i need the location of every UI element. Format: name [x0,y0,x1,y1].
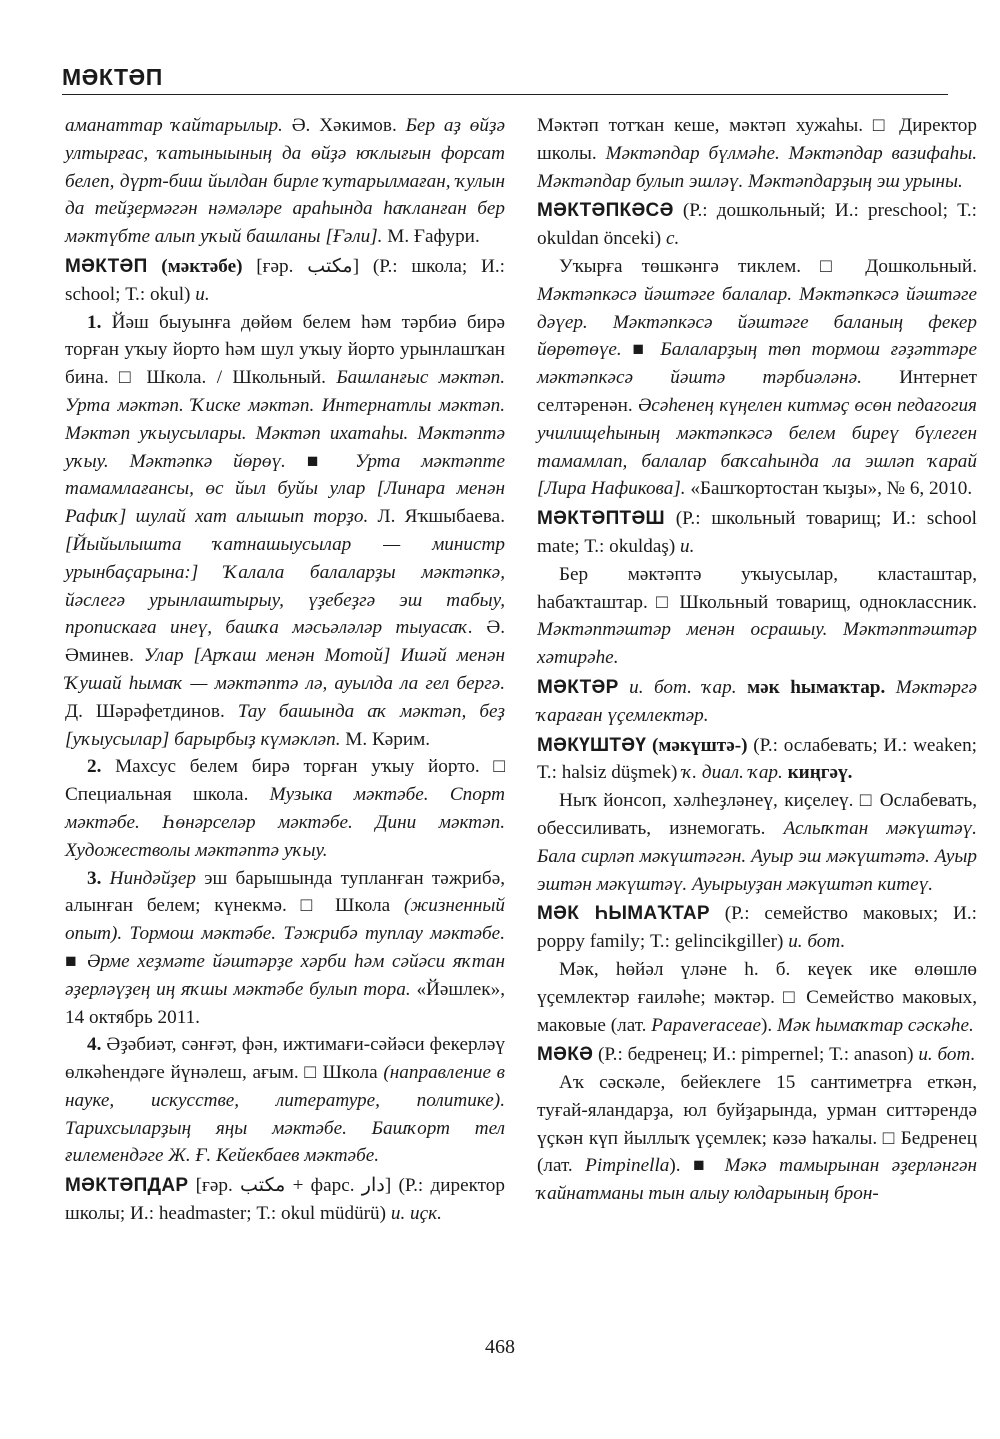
entry-mektepkese-headword [537,197,977,253]
text-run: [ғәр. مكتب + фарс. دار] (Р.: директор школы; И.: headmaster; Т.: okul müdürü) [65,1175,505,1225]
entry-mektepkese-definition [537,253,977,503]
entry-continuation-quote [65,112,505,251]
italic-run: Мәк һымаҡтар сәскәһе. [777,1014,974,1036]
headword: МӘКТӘПДАР [65,1175,189,1197]
text-run: Л. Яҡшыбаева. [368,506,505,528]
text-run: (Р.: бедренец; И.: pimpernel; Т.: anason) [593,1044,919,1066]
text-run: [ғәр. مكتب] (Р.: школа; И.: school; Т.: okul) [65,255,505,305]
bold-run: (мәктәбе) [147,255,243,277]
headword: МӘКӘ [537,1044,594,1066]
entry-mekteptesh-headword [537,505,977,561]
bold-run: 3. [87,867,102,889]
headword: МӘКҮШТӘҮ [537,734,647,756]
sense-4 [65,1031,505,1170]
text-run: Ныҡ йонсоп, хәлһеҙләнеү, киҫелеү. □ Ослабевать, обессиливать, изнемогать. [537,790,977,839]
italic-run: ҡ. диал. ҡар. [682,762,783,784]
entry-mekter [537,674,977,730]
sense-3 [65,865,505,1032]
italic-run: и. бот. [918,1044,976,1066]
italic-run: Әрме хеҙмәте йәштәрҙе хәрби һәм сәйәси яҡтан әҙерләүҙең иң яҡшы мәктәбе булып тора. [65,950,506,1000]
sense-1 [65,309,505,754]
text-run: Д. Шәрәфетдинов. [65,700,238,722]
text-run: ■ [65,950,87,972]
italic-run: Тау башында аҡ мәктәп, беҙ [уҡыусылар] барырбыҙ күмәкләп. [65,700,505,750]
text-run: (Р.: дошкольный; И.: preschool; Т.: okuldan önceki) [537,200,977,250]
text-run: ■ [621,339,661,361]
bold-run: мәк һымаҡтар. [736,676,886,698]
text-run: Мәктәп тотҡан кеше, мәктәп хужаһы. □ Директор школы. [537,115,977,164]
italic-run: с. [665,228,680,250]
entry-mektep-headword [65,253,505,309]
bold-run: 1. [87,311,102,333]
italic-run: Башланғыс мәктәп. Урта мәктәп. Ҡиске мәктәп. Интернатлы мәктәп. Мәктәп уҡыусылары. Мәктәп ихатаһы. Мәктәптә уҡыу. Мәктәпкә йөрөү. [65,367,506,472]
headword: МӘКТӘР [537,676,619,698]
italic-run: Pimpinella [585,1155,670,1177]
text-run: Йәш быуынға дөйөм белем һәм тәрбиә бирә торған уҡыу йорто һәм шул уҡыу йорто урынлашҡан бина. □ Школа. / Школьный. [65,311,505,389]
italic-run: аманаттар ҡайтарылыр. [65,115,283,136]
italic-run: и. [195,283,210,305]
italic-run: Papaveraceae [651,1014,762,1036]
text-run: Аҡ сәскәле, бейеклеге 15 сантиметрға еткән, туғай-яландарҙа, юл буйҙарында, урман ситтәрендә үҫкән күп йыллыҡ үҫемлек; кәзә һаҡалы. □ Бедренец (лат. [537,1072,977,1177]
text-run: Әҙәбиәт, сәнғәт, фән, ижтимағи-сәйәси фекерләү өлкәһендәге йүнәлеш, ағым. □ Школа [65,1034,505,1084]
text-run: Махсус белем бирә торған уҡыу йорто. □ Специальная школа. [65,756,505,806]
italic-run: (жизненный опыт). Тормош мәктәбе. Тәжрибә туплау мәктәбе. [65,895,505,945]
text-run: Ә. Хәкимов. [282,115,406,136]
text-run: эш барышында тупланған тәжрибә, алынған белем; күнекмә. □ Школа [65,867,506,917]
text-run: Уҡырға төшкәнгә тиклем. □ Дошкольный. [559,255,977,277]
italic-run: Улар [Арҡаш менән Мотой] Ишәй менән Ҡушай һымаҡ — мәктәптә лә, ауылда ла гел бергә. [65,645,505,694]
italic-run: Мәктәптәштәр менән осрашыу. Мәктәптәштәр хәтирәһе. [537,619,977,669]
headword: МӘКТӘПТӘШ [537,508,665,530]
text-run: (Р.: семейство маковых; И.: poppy family; Т.: gelincikgiller) [537,903,977,953]
page-number: 468 [485,1336,515,1358]
bold-run: 4. [87,1034,102,1056]
bold-run: 2. [87,756,102,778]
text-run: М. Ғафури. [382,226,480,248]
entry-meke-headword [537,1041,977,1069]
text-run [101,868,109,889]
text-run: «Йәшлек», 14 октябрь 2011. [65,978,505,1028]
text-run: М. Кәрим. [340,728,431,750]
headword: МӘКТӘП [65,255,148,277]
header-rule [62,94,948,95]
running-head: МӘКТӘП [62,64,163,90]
text-run: Ә. Әминев. [65,617,505,667]
left-column [65,112,505,1228]
italic-run: и. иҫк. [390,1203,442,1225]
italic-run: Балаларҙың төп тормош ғәҙәттәре мәктәпкәсә йәштә тәрбиәләнә. [537,339,977,389]
italic-run: (направление в науке, искусстве, литературе, политике). Тарихсыларҙың яңы мәктәбе. Башҡорт тел ғилемендәге Ж. Ғ. Кейекбаев мәктәбе. [65,1062,505,1167]
entry-mekteptesh-definition [537,561,977,672]
entry-meke-definition [537,1069,977,1208]
text-run [885,677,896,698]
text-run: (Р.: ослабевать; И.: weaken; Т.: halsiz düşmek) [537,734,977,784]
text-run: ). [761,1014,777,1036]
entry-mek-hymaktar-headword [537,900,977,956]
text-run: (Р.: школьный товарищ; И.: school mate; Т.: okuldaş) [537,508,977,557]
italic-run: Аслыҡтан мәкүштәү. Бала сирләп мәкүштәгән. Ауыр эш мәкүштәтә. Ауыр эштән мәкүштәү. Ауырыуҙан мәкүштәп китеү. [537,817,977,895]
entry-mek-hymaktar-definition [537,956,977,1039]
bold-run: (мәкүштә-) [646,734,748,756]
entry-mektepdar-headword [65,1172,505,1228]
text-run: ■ [285,450,356,472]
entry-mekushteu-definition [537,787,977,898]
italic-run: Музыка мәктәбе. Спорт мәктәбе. Һөнәрселәр мәктәбе. Дини мәктәп. Художестволы мәктәптә уҡыу. [65,784,506,861]
right-column [537,112,977,1208]
italic-run: Мәктәпдар бүлмәһе. Мәктәпдар вазифаһы. Мәктәпдар булып эшләү. Мәктәпдарҙың эш урыны. [537,142,977,192]
entry-mektepdar-definition [537,112,977,195]
text-run: Интернет селтәренән. [537,367,977,416]
text-run: Бер мәктәптә уҡыусылар, класташтар, һабаҡташтар. □ Школьный товарищ, одноклассник. [537,563,977,613]
text-run: «Башҡортостан ҡыҙы», № 6, 2010. [685,478,973,500]
italic-run: Мәктәргә ҡараған үҫемлектәр. [537,676,977,726]
bold-run: киңгәү. [782,762,853,784]
italic-run: Мәктәпкәсә йәштәге балалар. Мәктәпкәсә йәштәге дәүер. Мәктәпкәсә йәштәге баланың фекер йөрөтөүе. [537,283,977,361]
italic-run: и. бот. ҡар. [629,676,737,698]
italic-run: [Йыйылышта ҡатнашыусылар — министр урынбаҫарына:] Ҡалала балаларҙы мәктәпкә, йәслегә урынлаштырыу, үҙебеҙгә эш табыу, пропискаға инеү, башҡа мәсьәләләр тыуасаҡ. [65,533,505,639]
italic-run: Әсәһенең күңелен китмәҫ өсөн педагогия училищеһының мәктәпкәсә белем биреү бүлеген тамамлап, балалар баҡсаһында ла эшләп ҡарай [Лира Нафикова]. [537,394,977,500]
sense-2 [65,753,505,864]
italic-run: Мәкә тамырынан әҙерләнгән ҡайнатманы тын алыу юлдарының брон- [537,1155,977,1205]
italic-run: Ниндәйҙер [109,867,197,889]
headword: МӘК ҺЫМАҠТАР [537,903,710,925]
text-run [619,677,630,698]
headword: МӘКТӘПКӘСӘ [537,200,674,222]
text-run: Мәк, һөйәл үләне һ. б. кеүек ике өлөшлө үҫемлектәр ғаиләһе; мәктәр. □ Семейство маковых, маковые (лат. [537,958,977,1036]
text-run: ). ■ [669,1155,725,1177]
italic-run: Урта мәктәпте тамамлағансы, өс йыл буйы улар [Линара менән Рафиҡ] шулай хат алышып торҙо. [65,450,505,528]
italic-run: и. [680,535,695,557]
italic-run: Бер аҙ өйҙә ултырғас, ҡатыныының да өйҙә юҡлығын форсат белеп, дүрт-биш йылдан бирле ҡутарылмаған, ҡулын да тейҙермәгән нәмәләре араһында һаҡланған бер мәктүбте алып уҡый башланы [Ғәли]. [65,115,505,248]
entry-mekushteu-headword [537,732,977,788]
italic-run: и. бот. [788,931,846,953]
